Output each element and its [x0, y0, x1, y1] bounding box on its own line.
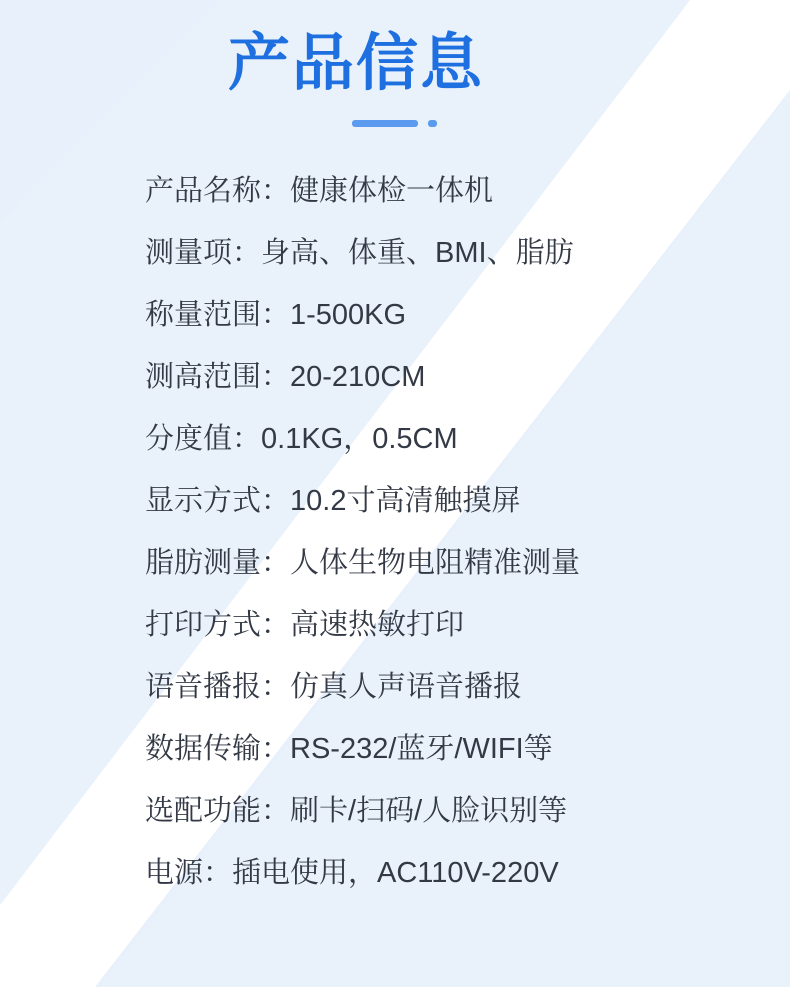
spec-value: 高速热敏打印 — [290, 609, 465, 641]
spec-list — [0, 168, 790, 912]
spec-value: 1-500KG — [290, 299, 407, 331]
spec-value: 健康体检一体机 — [290, 175, 494, 207]
spec-label: 语音播报： — [145, 671, 291, 703]
spec-label: 选配功能： — [145, 795, 291, 827]
spec-row — [0, 230, 790, 292]
spec-value: 刷卡/扫码/人脸识别等 — [290, 795, 568, 827]
spec-label: 电源： — [145, 857, 233, 889]
spec-value: 仿真人声语音播报 — [290, 671, 523, 703]
spec-row — [0, 416, 790, 478]
spec-label: 称量范围： — [145, 299, 291, 331]
spec-label: 脂肪测量： — [145, 547, 291, 579]
spec-row — [0, 602, 790, 664]
spec-label: 测量项： — [145, 237, 262, 269]
spec-row — [0, 354, 790, 416]
spec-label: 打印方式： — [145, 609, 291, 641]
title-underline-dot — [428, 120, 437, 127]
spec-label: 测高范围： — [145, 361, 291, 393]
spec-row — [0, 292, 790, 354]
spec-label: 分度值： — [145, 423, 262, 455]
spec-label: 数据传输： — [145, 733, 291, 765]
spec-row — [0, 478, 790, 540]
spec-value: 身高、体重、BMI、脂肪 — [261, 237, 574, 269]
spec-row — [0, 788, 790, 850]
spec-label: 显示方式： — [145, 485, 291, 517]
title-underline — [352, 120, 418, 127]
spec-value: 0.1KG，0.5CM — [261, 423, 458, 455]
spec-value: 10.2寸高清触摸屏 — [290, 485, 521, 517]
spec-row — [0, 540, 790, 602]
spec-row — [0, 850, 790, 912]
spec-label: 产品名称： — [145, 175, 291, 207]
spec-row — [0, 664, 790, 726]
spec-row — [0, 726, 790, 788]
spec-value: 插电使用，AC110V-220V — [232, 857, 559, 889]
spec-row — [0, 168, 790, 230]
page-title: 产品信息 — [228, 29, 485, 98]
spec-value: RS-232/蓝牙/WIFI等 — [290, 733, 553, 765]
spec-value: 人体生物电阻精准测量 — [290, 547, 581, 579]
spec-value: 20-210CM — [290, 361, 426, 393]
